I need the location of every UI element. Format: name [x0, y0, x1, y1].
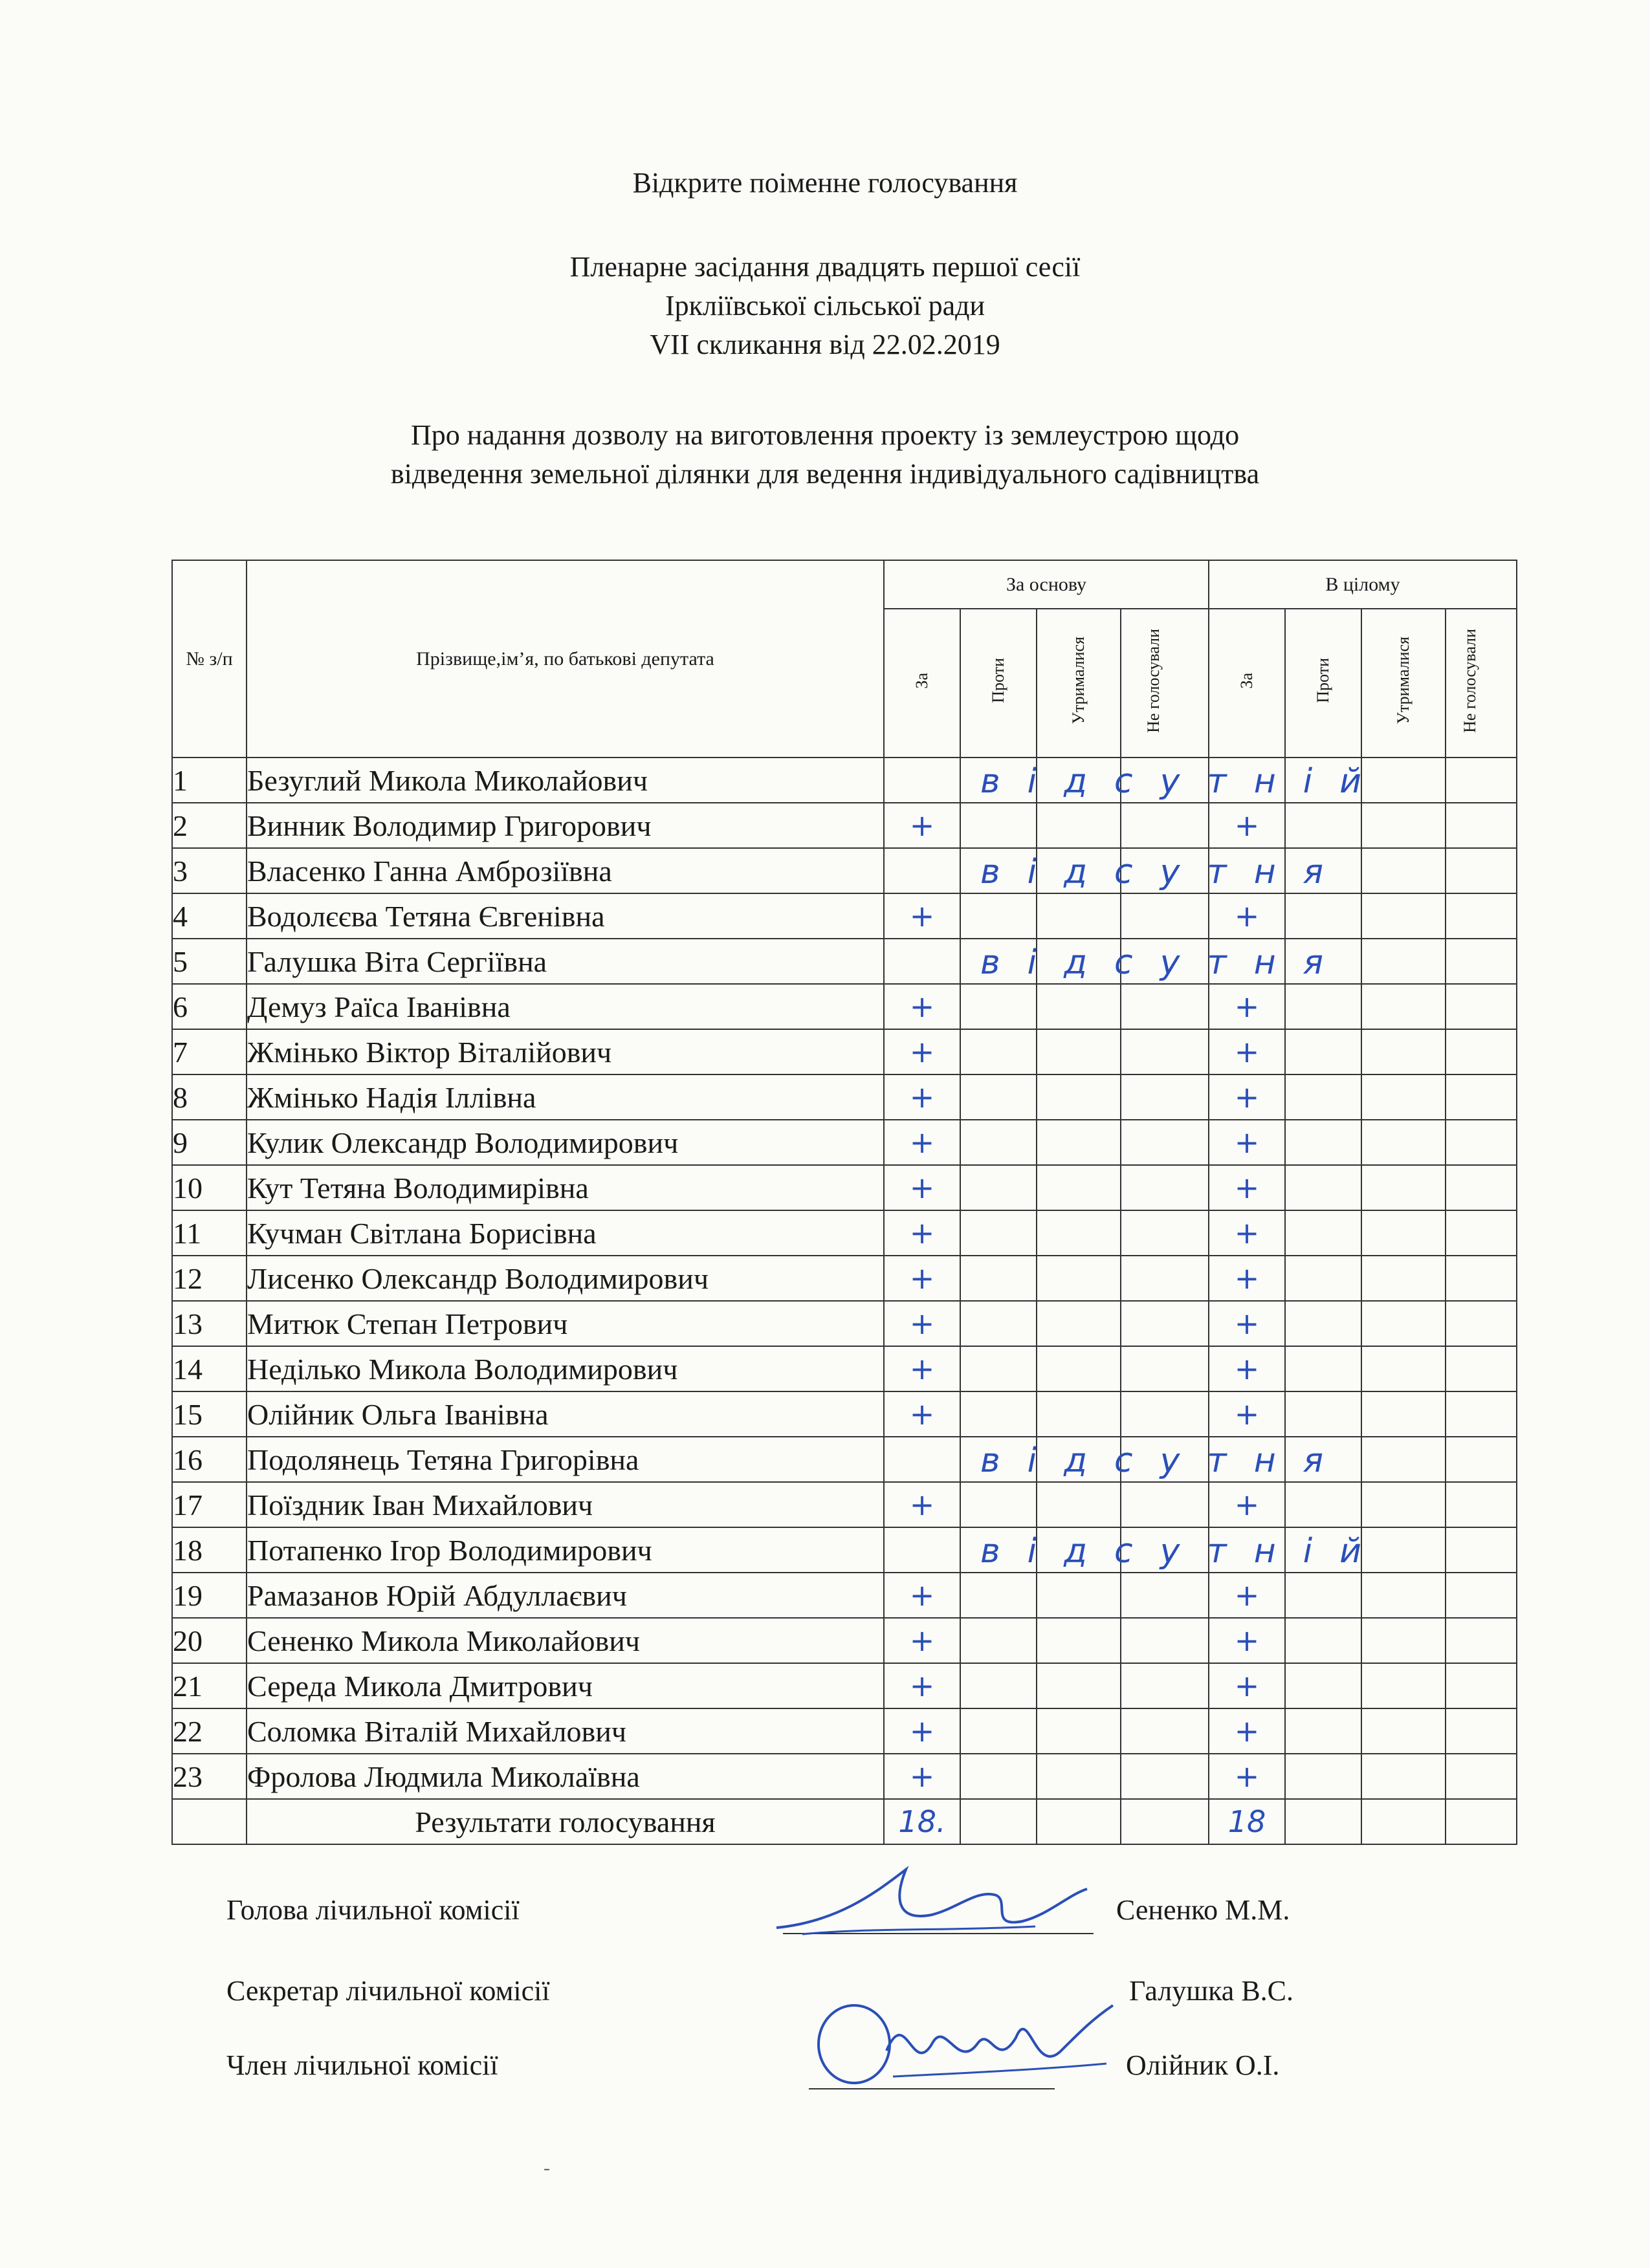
group-basis-header: За основу: [884, 560, 1209, 609]
vote-cell: [1037, 1256, 1121, 1301]
vote-cell: [1361, 893, 1446, 939]
table-row: [172, 1120, 1517, 1165]
secretary-label: Секретар лічильної комісії: [226, 1975, 550, 2007]
vote-basis-for: +: [884, 1074, 960, 1120]
vote-basis-for: +: [884, 984, 960, 1029]
vote-cell: [1446, 1573, 1517, 1618]
row-number: 18: [172, 1527, 247, 1573]
vote-cell: [1121, 1754, 1209, 1799]
vote-cell: [960, 1573, 1037, 1618]
deputy-name: Винник Володимир Григорович: [247, 803, 884, 848]
col-name-header: Прізвище,ім’я, по батькові депутата: [247, 560, 884, 758]
results-number-cell: [172, 1799, 247, 1844]
table-row: [172, 1573, 1517, 1618]
vote-whole-for: +: [1209, 1029, 1285, 1074]
vote-cell: [1285, 1346, 1361, 1391]
vote-cell: [1361, 984, 1446, 1029]
vote-cell: [1121, 893, 1209, 939]
sub-against-header: Проти: [1285, 609, 1361, 758]
row-number: 12: [172, 1256, 247, 1301]
vote-basis-for: +: [884, 1029, 960, 1074]
deputy-name: Потапенко Ігор Володимирович: [247, 1527, 884, 1573]
vote-cell: [1037, 1165, 1121, 1210]
vote-cell: [1037, 1346, 1121, 1391]
vote-cell: [1446, 1029, 1517, 1074]
row-number: 2: [172, 803, 247, 848]
vote-cell: [1361, 1029, 1446, 1074]
vote-cell: [960, 1663, 1037, 1708]
vote-cell: [1285, 1618, 1361, 1663]
sub-novote-header: Не голосували: [1121, 609, 1209, 758]
vote-cell: [1037, 1029, 1121, 1074]
vote-cell: [960, 1482, 1037, 1527]
vote-cell: [1037, 1074, 1121, 1120]
vote-cell: [884, 848, 960, 893]
vote-whole-for: +: [1209, 1663, 1285, 1708]
scan-mark: -: [544, 2157, 550, 2179]
vote-cell: [960, 1256, 1037, 1301]
vote-cell: [1285, 893, 1361, 939]
vote-basis-for: +: [884, 1482, 960, 1527]
row-number: 7: [172, 1029, 247, 1074]
vote-cell: [1361, 1346, 1446, 1391]
vote-cell: [960, 939, 1350, 984]
vote-cell: [1361, 1391, 1446, 1437]
absent-mark: відсутня: [980, 1441, 1350, 1480]
table-row: [172, 984, 1517, 1029]
vote-cell: [1121, 1165, 1209, 1210]
vote-whole-for: +: [1209, 1074, 1285, 1120]
table-row: [172, 1301, 1517, 1346]
deputy-name: Фролова Людмила Миколаївна: [247, 1754, 884, 1799]
vote-cell: [1121, 1391, 1209, 1437]
session-line-2: Ірклiївської сільської ради: [665, 290, 985, 322]
vote-cell: [960, 1074, 1037, 1120]
vote-cell: [1285, 1663, 1361, 1708]
sub-novote-header: Не голосували: [1446, 609, 1517, 758]
table-row: [172, 1074, 1517, 1120]
member-label: Член лічильної комісії: [226, 2049, 498, 2081]
table-row: [172, 758, 1517, 803]
vote-cell: [1285, 1256, 1361, 1301]
vote-cell: [1285, 1573, 1361, 1618]
vote-basis-for: +: [884, 1663, 960, 1708]
table-row: [172, 1165, 1517, 1210]
deputy-name: Демуз Раїса Іванівна: [247, 984, 884, 1029]
vote-whole-for: +: [1209, 984, 1285, 1029]
vote-cell: [960, 1165, 1037, 1210]
vote-cell: [1121, 1663, 1209, 1708]
table-row: [172, 1708, 1517, 1754]
vote-cell: [960, 1391, 1037, 1437]
vote-cell: [1037, 1210, 1121, 1256]
table-row: [172, 848, 1517, 893]
sub-abstain-header: Утрималися: [1361, 609, 1446, 758]
vote-cell: [1446, 1074, 1517, 1120]
vote-cell: [1446, 939, 1517, 984]
row-number: 15: [172, 1391, 247, 1437]
vote-cell: [1446, 1301, 1517, 1346]
vote-basis-for: +: [884, 1301, 960, 1346]
vote-cell: [1446, 1120, 1517, 1165]
vote-cell: [1285, 1029, 1361, 1074]
session-line-3: VII скликання від 22.02.2019: [650, 329, 1000, 360]
vote-cell: [1121, 1029, 1209, 1074]
absent-mark: відсутня: [980, 853, 1350, 891]
vote-cell: [1285, 1074, 1361, 1120]
vote-basis-for: +: [884, 1165, 960, 1210]
absent-mark: відсутній: [980, 1532, 1389, 1571]
vote-cell: [960, 1210, 1037, 1256]
vote-cell: [1446, 1210, 1517, 1256]
table-row: [172, 1437, 1517, 1482]
deputy-name: Кут Тетяна Володимирівна: [247, 1165, 884, 1210]
vote-cell: [1361, 1482, 1446, 1527]
vote-cell: [1037, 1618, 1121, 1663]
topic-line-1: Про надання дозволу на виготовлення проекту із землеустрою щодо: [410, 419, 1240, 451]
row-number: 8: [172, 1074, 247, 1120]
vote-cell: [1121, 803, 1209, 848]
vote-cell: [960, 1029, 1037, 1074]
vote-cell: [1285, 1210, 1361, 1256]
deputy-name: Жмінько Надія Іллівна: [247, 1074, 884, 1120]
voting-table: [171, 560, 1517, 1845]
vote-cell: [1037, 1482, 1121, 1527]
vote-basis-for: +: [884, 1708, 960, 1754]
vote-basis-for: +: [884, 1346, 960, 1391]
vote-cell: [1361, 1754, 1446, 1799]
deputy-name: Середа Микола Дмитрович: [247, 1663, 884, 1708]
row-number: 14: [172, 1346, 247, 1391]
vote-cell: [1361, 1210, 1446, 1256]
vote-cell: [1361, 848, 1446, 893]
vote-cell: [1121, 1301, 1209, 1346]
vote-cell: [1285, 1120, 1361, 1165]
vote-cell: [960, 1754, 1037, 1799]
vote-cell: [1361, 803, 1446, 848]
vote-whole-for: +: [1209, 1165, 1285, 1210]
vote-cell: [1446, 758, 1517, 803]
vote-cell: [1037, 1301, 1121, 1346]
sub-for-header: За: [884, 609, 960, 758]
vote-cell: [960, 1437, 1350, 1482]
vote-cell: [960, 1120, 1037, 1165]
vote-cell: [884, 1437, 960, 1482]
vote-cell: [1446, 1708, 1517, 1754]
deputy-name: Подолянець Тетяна Григорівна: [247, 1437, 884, 1482]
table-row: [172, 1029, 1517, 1074]
deputy-name: Водолєєва Тетяна Євгенівна: [247, 893, 884, 939]
vote-basis-for: +: [884, 1573, 960, 1618]
table-row: [172, 1754, 1517, 1799]
row-number: 9: [172, 1120, 247, 1165]
vote-cell: [1446, 1482, 1517, 1527]
absent-mark: відсутня: [980, 943, 1350, 982]
vote-cell: [1446, 803, 1517, 848]
vote-whole-for: +: [1209, 1346, 1285, 1391]
result-basis-for: 18.: [884, 1799, 960, 1844]
row-number: 19: [172, 1573, 247, 1618]
row-number: 4: [172, 893, 247, 939]
vote-cell: [960, 984, 1037, 1029]
result-whole-for: 18: [1209, 1799, 1285, 1844]
vote-cell: [1121, 1120, 1209, 1165]
table-row: [172, 1256, 1517, 1301]
member-name: Олійник О.І.: [1126, 2049, 1280, 2081]
vote-cell: [1121, 1210, 1209, 1256]
vote-whole-for: +: [1209, 1573, 1285, 1618]
deputy-name: Олійник Ольга Іванівна: [247, 1391, 884, 1437]
table-row: [172, 1618, 1517, 1663]
vote-cell: [884, 758, 960, 803]
absent-mark: відсутній: [980, 762, 1389, 801]
vote-whole-for: +: [1209, 1391, 1285, 1437]
vote-basis-for: +: [884, 1256, 960, 1301]
vote-whole-for: +: [1209, 893, 1285, 939]
vote-whole-for: +: [1209, 1120, 1285, 1165]
vote-cell: [1037, 1120, 1121, 1165]
vote-cell: [1121, 1708, 1209, 1754]
vote-cell: [1285, 1391, 1361, 1437]
vote-basis-for: +: [884, 803, 960, 848]
vote-cell: [1361, 1301, 1446, 1346]
vote-whole-for: +: [1209, 1708, 1285, 1754]
head-label: Голова лічильної комісії: [226, 1894, 520, 1926]
vote-cell: [960, 1301, 1037, 1346]
vote-whole-for: +: [1209, 803, 1285, 848]
vote-cell: [1285, 1708, 1361, 1754]
vote-cell: [1285, 1482, 1361, 1527]
vote-cell: [960, 1618, 1037, 1663]
results-label: Результати голосування: [247, 1799, 884, 1844]
head-name: Сененко М.М.: [1116, 1894, 1290, 1926]
vote-cell: [1361, 1074, 1446, 1120]
row-number: 23: [172, 1754, 247, 1799]
row-number: 6: [172, 984, 247, 1029]
vote-cell: [1121, 1346, 1209, 1391]
vote-cell: [1037, 803, 1121, 848]
deputy-name: Неділько Микола Володимирович: [247, 1346, 884, 1391]
vote-whole-for: +: [1209, 1754, 1285, 1799]
vote-cell: [1121, 984, 1209, 1029]
vote-cell: [1037, 1663, 1121, 1708]
vote-cell: [1037, 1391, 1121, 1437]
vote-cell: [1446, 1165, 1517, 1210]
vote-whole-for: +: [1209, 1256, 1285, 1301]
vote-cell: [1285, 1165, 1361, 1210]
vote-whole-for: +: [1209, 1618, 1285, 1663]
table-row: [172, 1663, 1517, 1708]
member-signature: [802, 1979, 1126, 2096]
vote-cell: [1446, 1391, 1517, 1437]
vote-cell: [960, 758, 1389, 803]
sub-abstain-header: Утрималися: [1037, 609, 1121, 758]
table-row: [172, 939, 1517, 984]
row-number: 11: [172, 1210, 247, 1256]
vote-basis-for: +: [884, 1618, 960, 1663]
table-row: [172, 803, 1517, 848]
vote-cell: [1361, 1165, 1446, 1210]
vote-cell: [1121, 1573, 1209, 1618]
row-number: 13: [172, 1301, 247, 1346]
vote-basis-for: +: [884, 893, 960, 939]
table-row: [172, 1346, 1517, 1391]
col-number-header: № з/п: [172, 560, 247, 758]
vote-cell: [1361, 1573, 1446, 1618]
deputy-name: Сененко Микола Миколайович: [247, 1618, 884, 1663]
vote-whole-for: +: [1209, 1210, 1285, 1256]
vote-whole-for: +: [1209, 1301, 1285, 1346]
head-signature: [764, 1850, 1113, 1954]
group-whole-header: В цілому: [1209, 560, 1517, 609]
vote-cell: [1285, 1754, 1361, 1799]
vote-cell: [1446, 848, 1517, 893]
vote-cell: [960, 1346, 1037, 1391]
deputy-name: Кучман Світлана Борисівна: [247, 1210, 884, 1256]
deputy-name: Митюк Степан Петрович: [247, 1301, 884, 1346]
topic-line-2: відведення земельної ділянки для ведення індивідуального садівництва: [390, 458, 1260, 490]
deputy-name: Соломка Віталій Михайлович: [247, 1708, 884, 1754]
deputy-name: Поїздник Іван Михайлович: [247, 1482, 884, 1527]
vote-cell: [1285, 984, 1361, 1029]
vote-cell: [1037, 984, 1121, 1029]
table-row: [172, 1391, 1517, 1437]
vote-basis-for: +: [884, 1210, 960, 1256]
vote-cell: [1361, 1256, 1446, 1301]
vote-cell: [884, 1527, 960, 1573]
row-number: 17: [172, 1482, 247, 1527]
vote-cell: [1361, 1437, 1446, 1482]
row-number: 3: [172, 848, 247, 893]
vote-whole-for: +: [1209, 1482, 1285, 1527]
vote-cell: [960, 1708, 1037, 1754]
deputy-name: Лисенко Олександр Володимирович: [247, 1256, 884, 1301]
table-row: [172, 893, 1517, 939]
vote-cell: [1037, 1708, 1121, 1754]
vote-cell: [1446, 984, 1517, 1029]
deputy-name: Жмінько Віктор Віталійович: [247, 1029, 884, 1074]
vote-cell: [960, 893, 1037, 939]
vote-cell: [1121, 1074, 1209, 1120]
vote-cell: [1446, 1754, 1517, 1799]
vote-cell: [960, 848, 1350, 893]
vote-basis-for: +: [884, 1391, 960, 1437]
vote-cell: [1446, 893, 1517, 939]
sub-against-header: Проти: [960, 609, 1037, 758]
vote-cell: [1121, 1618, 1209, 1663]
row-number: 20: [172, 1618, 247, 1663]
table-row: [172, 1527, 1517, 1573]
vote-cell: [960, 803, 1037, 848]
vote-cell: [1446, 1527, 1517, 1573]
secretary-name: Галушка В.С.: [1129, 1975, 1294, 2007]
vote-cell: [884, 939, 960, 984]
row-number: 1: [172, 758, 247, 803]
table-row: [172, 1482, 1517, 1527]
row-number: 21: [172, 1663, 247, 1708]
row-number: 16: [172, 1437, 247, 1482]
vote-cell: [1446, 1346, 1517, 1391]
vote-cell: [1361, 1663, 1446, 1708]
session-line-1: Пленарне засідання двадцять першої сесії: [569, 251, 1081, 283]
vote-cell: [1121, 1482, 1209, 1527]
vote-basis-for: +: [884, 1754, 960, 1799]
vote-basis-for: +: [884, 1120, 960, 1165]
vote-cell: [960, 1527, 1389, 1573]
row-number: 10: [172, 1165, 247, 1210]
vote-cell: [1446, 1663, 1517, 1708]
vote-cell: [1037, 893, 1121, 939]
document-title: Відкрите поіменне голосування: [632, 167, 1018, 199]
vote-cell: [1361, 1618, 1446, 1663]
vote-cell: [1285, 803, 1361, 848]
row-number: 5: [172, 939, 247, 984]
vote-cell: [1037, 1573, 1121, 1618]
sub-for-header: За: [1209, 609, 1285, 758]
vote-cell: [1361, 939, 1446, 984]
vote-cell: [1361, 1708, 1446, 1754]
vote-cell: [1446, 1437, 1517, 1482]
deputy-name: Кулик Олександр Володимирович: [247, 1120, 884, 1165]
vote-cell: [1121, 1256, 1209, 1301]
vote-cell: [1446, 1256, 1517, 1301]
vote-cell: [1037, 1754, 1121, 1799]
vote-cell: [1285, 1301, 1361, 1346]
deputy-name: Рамазанов Юрій Абдуллаєвич: [247, 1573, 884, 1618]
table-row: [172, 1210, 1517, 1256]
vote-cell: [1361, 1120, 1446, 1165]
deputy-name: Власенко Ганна Амброзіївна: [247, 848, 884, 893]
row-number: 22: [172, 1708, 247, 1754]
deputy-name: Галушка Віта Сергіївна: [247, 939, 884, 984]
deputy-name: Безуглий Микола Миколайович: [247, 758, 884, 803]
vote-cell: [1446, 1618, 1517, 1663]
